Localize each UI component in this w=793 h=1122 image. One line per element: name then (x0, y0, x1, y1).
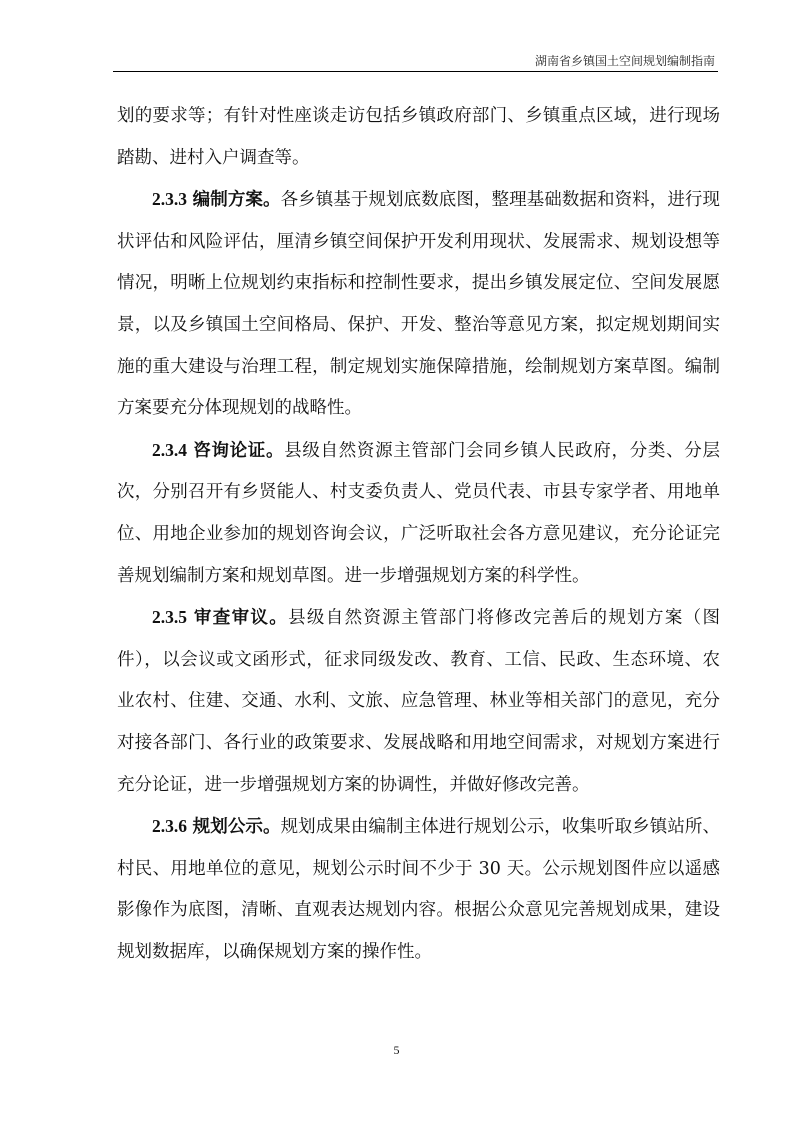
paragraph-text: 县级自然资源主管部门会同乡镇人民政府，分类、分层次，分别召开有乡贤能人、村支委负责人、党员代表、市县专家学者、用地单位、用地企业参加的规划咨询会议，广泛听取社会各方意见建议，充分论证完善规划编制方案和规划草图。进一步增强规划方案的科学性。 (117, 440, 720, 586)
section-heading: 规划公示。 (192, 817, 281, 838)
paragraph-text: 各乡镇基于规划底数底图，整理基础数据和资料，进行现状评估和风险评估，厘清乡镇空间保护开发利用现状、发展需求、规划设想等情况，明晰上位规划约束指标和控制性要求，提出乡镇发展定位、空间发展愿景，以及乡镇国土空间格局、保护、开发、整治等意见方案，拟定规划期间实施的重大建设与治理工程，制定规划实施保障措施，绘制规划方案草图。编制方案要充分体现规划的战略性。 (117, 190, 720, 419)
section-number: 2.3.3 (152, 189, 187, 210)
running-header: 湖南省乡镇国土空间规划编制指南 (534, 54, 715, 68)
page-number: 5 (393, 1043, 400, 1057)
section-number: 2.3.5 (152, 607, 187, 628)
section-2-3-6 (117, 806, 720, 973)
paragraph-text: 划的要求等；有针对性座谈走访包括乡镇政府部门、乡镇重点区域，进行现场踏勘、进村入户调查等。 (117, 106, 720, 168)
section-number: 2.3.4 (152, 439, 187, 460)
section-2-3-4 (117, 430, 720, 597)
body-text (117, 96, 720, 973)
section-heading: 咨询论证。 (193, 440, 285, 461)
header-rule (113, 71, 718, 72)
section-heading: 编制方案。 (192, 190, 281, 211)
section-number: 2.3.6 (152, 816, 187, 837)
paragraph-text: 规划成果由编制主体进行规划公示，收集听取乡镇站所、村民、用地单位的意见，规划公示时间不少于 30 天。公示规划图件应以遥感影像作为底图，清晰、直观表达规划内容。根据公众意见完善规划成果，建设规划数据库，以确保规划方案的操作性。 (117, 817, 720, 962)
paragraph-text: 县级自然资源主管部门将修改完善后的规划方案（图件），以会议或文函形式，征求同级发改、教育、工信、民政、生态环境、农业农村、住建、交通、水利、文旅、应急管理、林业等相关部门的意见，充分对接各部门、各行业的政策要求、发展战略和用地空间需求，对规划方案进行充分论证，进一步增强规划方案的协调性，并做好修改完善。 (117, 608, 720, 795)
section-heading: 审查审议。 (193, 608, 289, 629)
section-2-3-3 (117, 179, 720, 430)
paragraph-continuation (117, 96, 720, 179)
section-2-3-5 (117, 597, 720, 806)
